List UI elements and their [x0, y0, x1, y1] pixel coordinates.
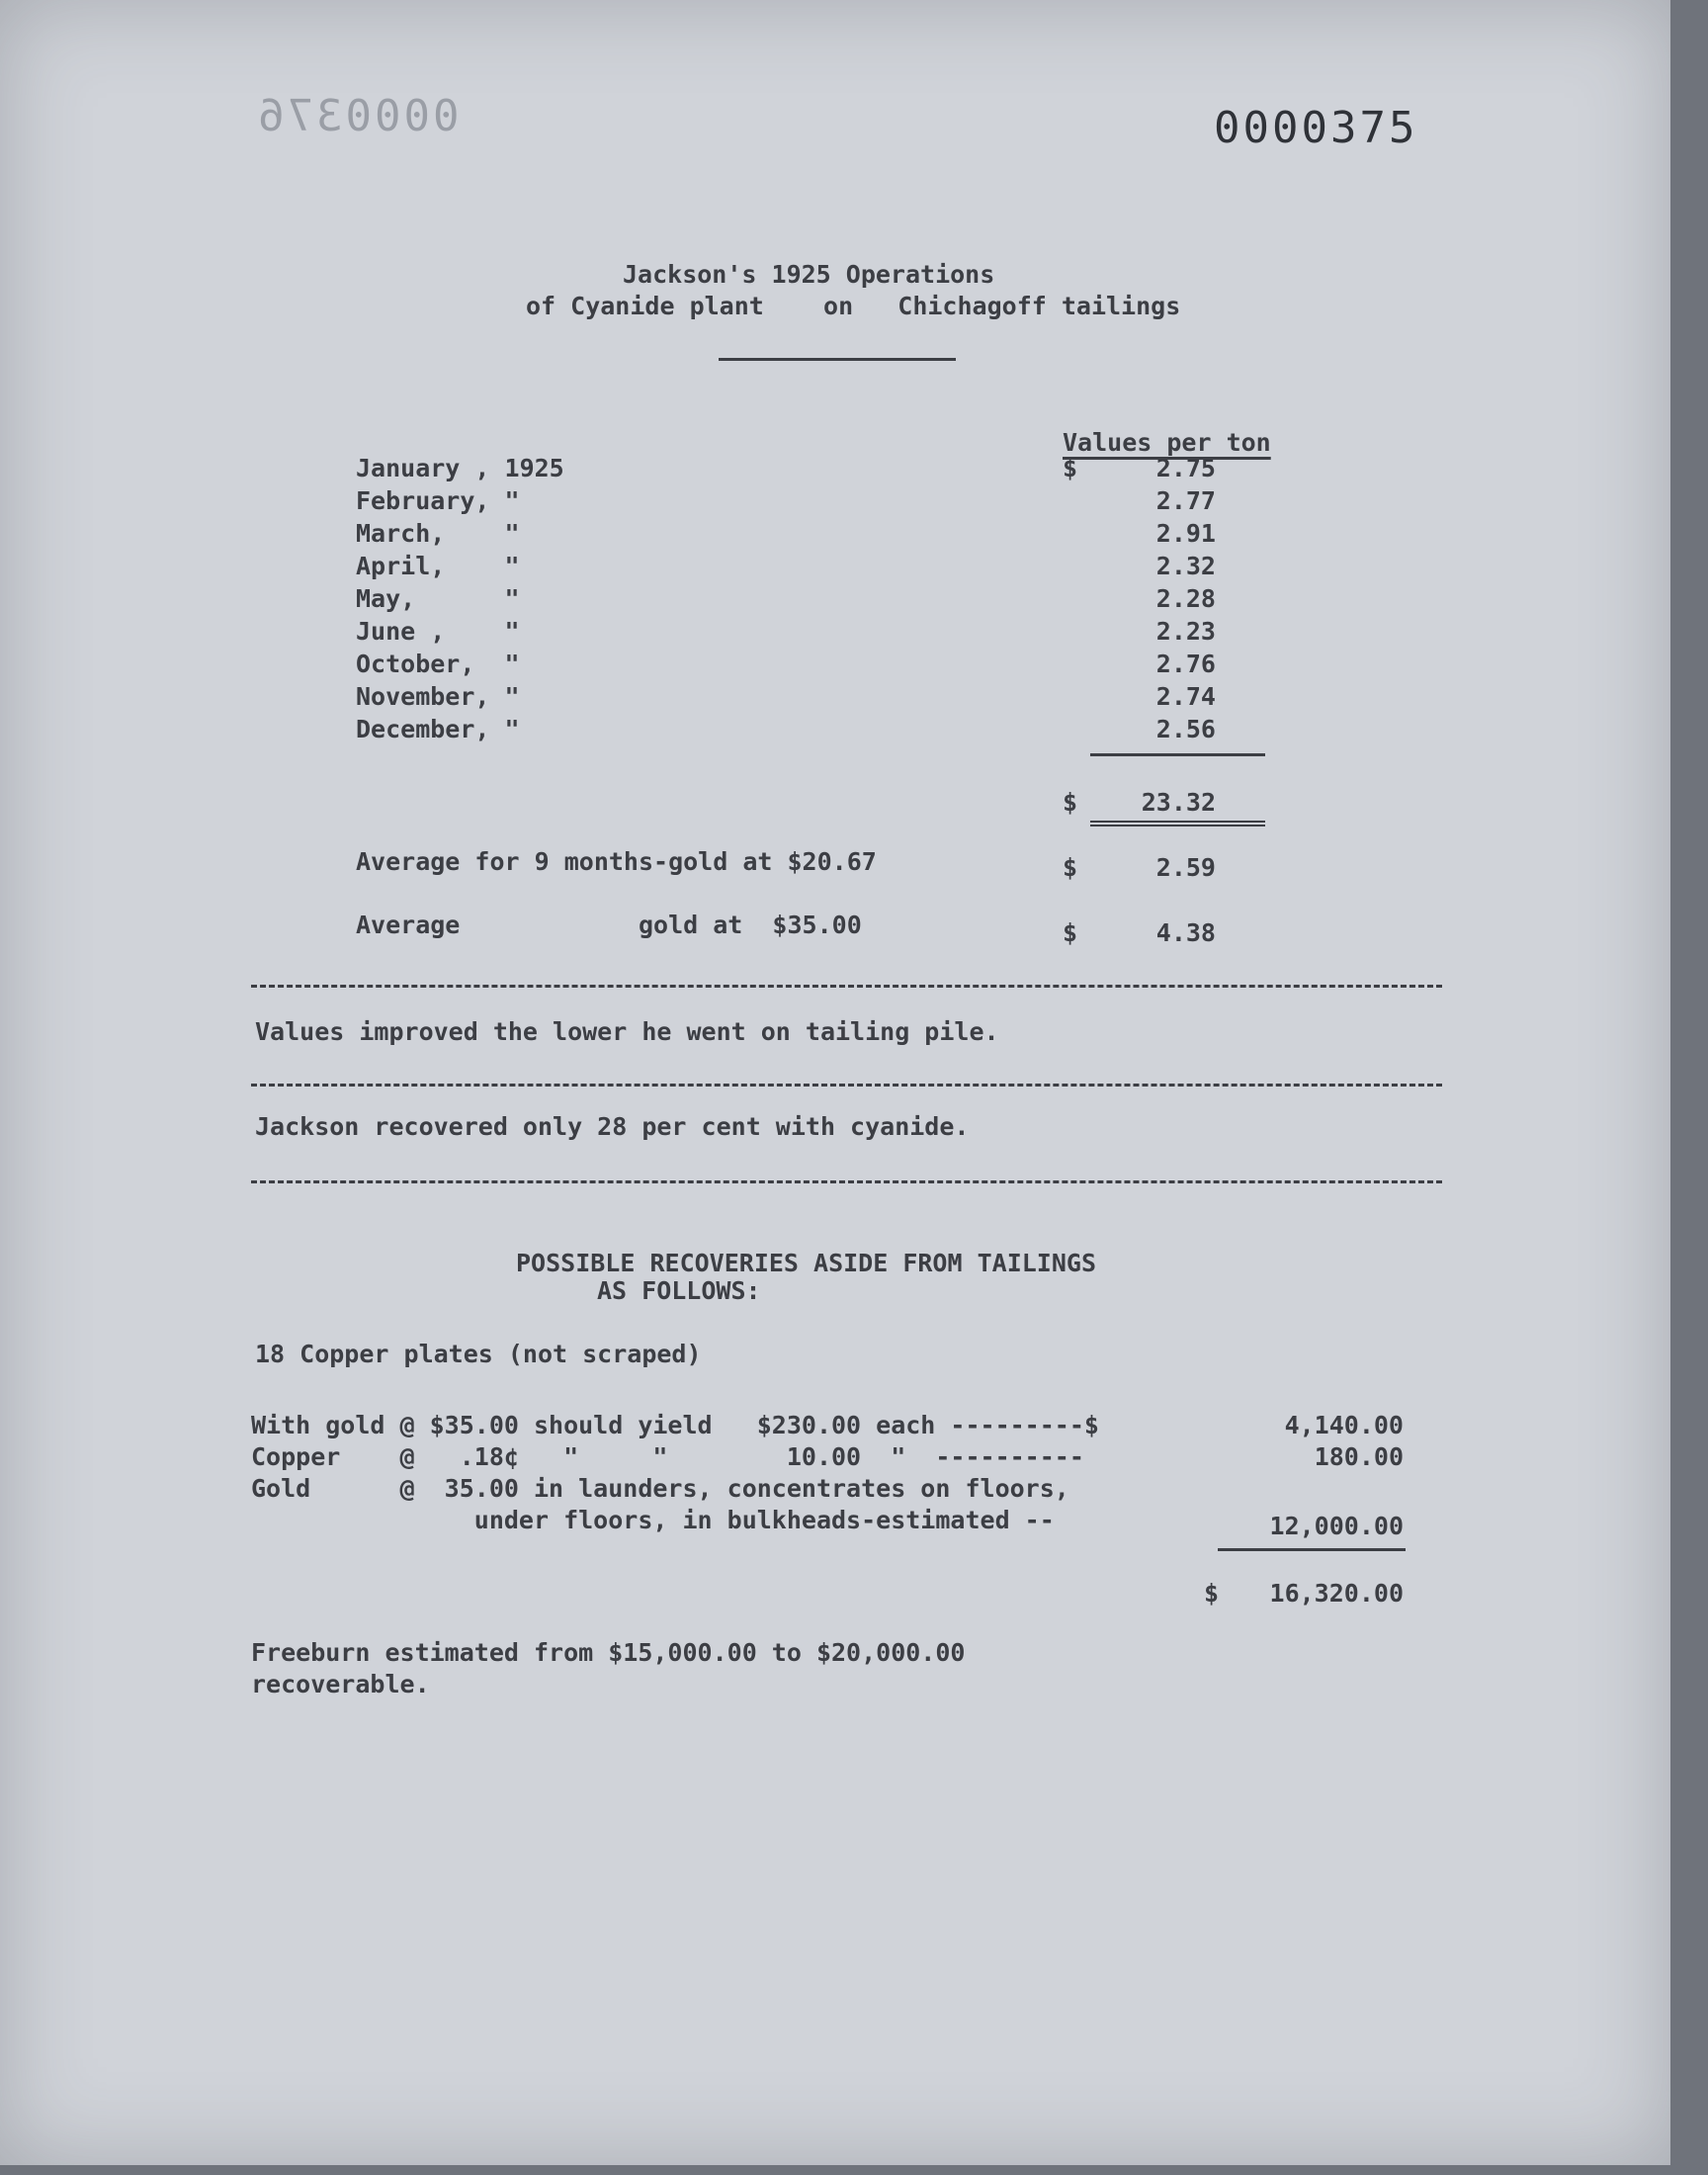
- document-number: 0000375: [1214, 103, 1418, 153]
- bleedthrough-number: 0000376: [255, 91, 460, 141]
- subtotal-rule: [1090, 753, 1265, 756]
- recovery-amount: 180.00: [1314, 1442, 1404, 1471]
- title-rule: [719, 358, 956, 361]
- month-value: 2.75: [1155, 454, 1216, 482]
- average-1-label: Average for 9 months-gold at $20.67: [356, 847, 877, 876]
- month-label: April, ": [356, 552, 520, 580]
- month-value: 2.77: [1155, 486, 1216, 515]
- average-2-value: 4.38: [1155, 918, 1216, 947]
- total-double-rule: [1090, 821, 1265, 826]
- month-value: 2.56: [1155, 715, 1216, 743]
- values-header: Values per ton: [1063, 428, 1271, 457]
- note-2: Jackson recovered only 28 per cent with cyanide.: [255, 1112, 970, 1141]
- recoveries-total-currency: $: [1204, 1579, 1220, 1608]
- month-label: October, ": [356, 650, 520, 678]
- recovery-amount: 4,140.00: [1284, 1411, 1404, 1439]
- average-1-currency: $: [1063, 853, 1078, 882]
- title-line-1: Jackson's 1925 Operations: [623, 260, 995, 289]
- month-label: March, ": [356, 519, 520, 548]
- month-value: 2.76: [1155, 650, 1216, 678]
- recoveries-total-rule: [1218, 1548, 1406, 1551]
- divider-1: [251, 985, 1442, 988]
- recovery-line: Copper @ .18¢ " " 10.00 " ----------: [251, 1442, 1084, 1471]
- month-label: June , ": [356, 617, 520, 646]
- first-row-currency: $: [1063, 454, 1078, 482]
- average-1-value: 2.59: [1155, 853, 1216, 882]
- recoveries-heading-2: AS FOLLOWS:: [597, 1276, 761, 1305]
- recovery-line: under floors, in bulkheads-estimated --: [251, 1506, 1055, 1534]
- recovery-line: With gold @ $35.00 should yield $230.00 each ---------$: [251, 1411, 1099, 1439]
- divider-3: [251, 1180, 1442, 1183]
- total-value: 23.32: [1141, 788, 1216, 817]
- recoveries-heading-1: POSSIBLE RECOVERIES ASIDE FROM TAILINGS: [516, 1249, 1096, 1277]
- month-label: December, ": [356, 715, 520, 743]
- title-line-2: of Cyanide plant on Chichagoff tailings: [526, 292, 1181, 320]
- average-2-currency: $: [1063, 918, 1078, 947]
- footer-line-2: recoverable.: [251, 1670, 430, 1698]
- month-value: 2.74: [1155, 682, 1216, 711]
- month-value: 2.28: [1155, 584, 1216, 613]
- footer-line-1: Freeburn estimated from $15,000.00 to $20,000.00: [251, 1638, 966, 1667]
- month-value: 2.91: [1155, 519, 1216, 548]
- recovery-line: Gold @ 35.00 in launders, concentrates on floors,: [251, 1474, 1069, 1503]
- month-label: February, ": [356, 486, 520, 515]
- month-label: May, ": [356, 584, 520, 613]
- month-value: 2.32: [1155, 552, 1216, 580]
- divider-2: [251, 1084, 1442, 1087]
- average-2-label: Average gold at $35.00: [356, 911, 862, 939]
- note-1: Values improved the lower he went on tailing pile.: [255, 1017, 999, 1046]
- month-label: November, ": [356, 682, 520, 711]
- month-label: January , 1925: [356, 454, 564, 482]
- recovery-amount: 12,000.00: [1269, 1512, 1404, 1540]
- total-currency: $: [1063, 788, 1078, 817]
- recoveries-total: 16,320.00: [1269, 1579, 1404, 1608]
- copper-plates-line: 18 Copper plates (not scraped): [255, 1340, 702, 1368]
- month-value: 2.23: [1155, 617, 1216, 646]
